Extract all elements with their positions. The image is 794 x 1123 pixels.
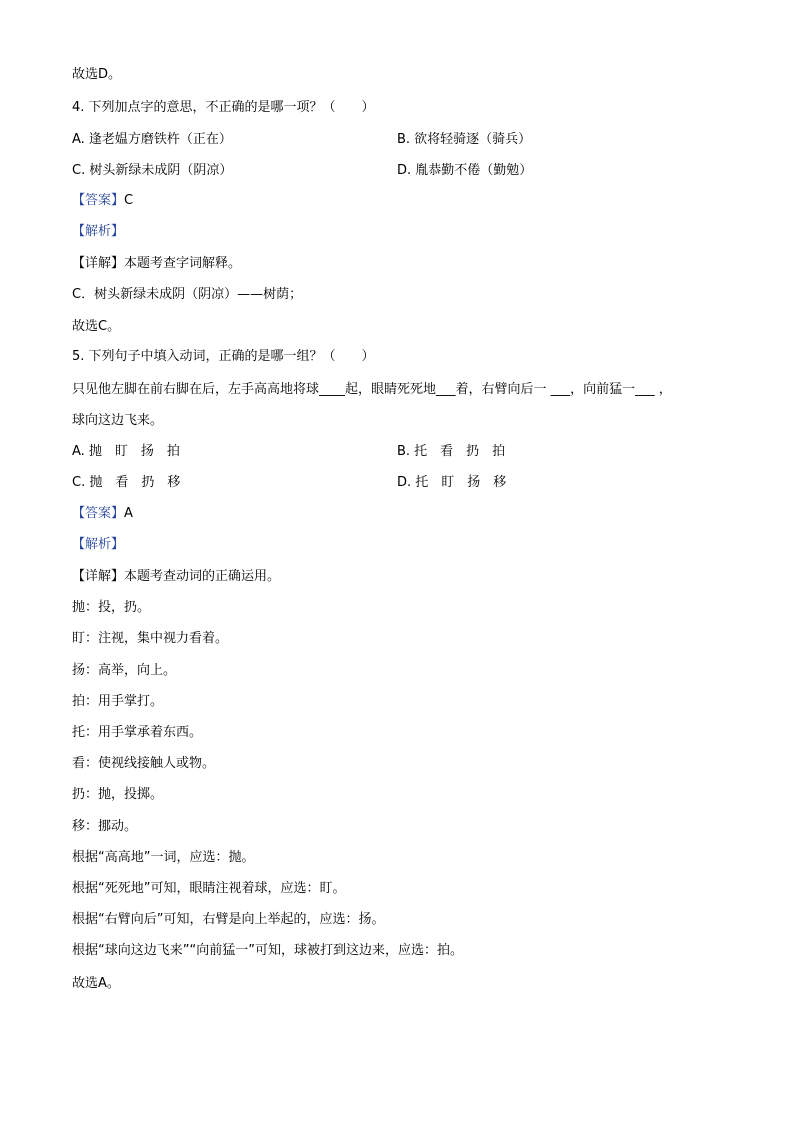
q4-answer-value: C: [124, 193, 134, 208]
q5-passage-line-1: 只见他左脚在前右脚在后，左手高高地将球____起，眼睛死死地___着，右臂向后一 ___，向前猛一___ ，: [72, 382, 672, 397]
q5-gloss-line: 扔：抛，投掷。: [72, 787, 164, 802]
q5-passage-line-2: 球向这边飞来。: [72, 413, 164, 428]
q4-stem: 4. 下列加点字的意思，不正确的是哪一项？（ ）: [72, 100, 375, 115]
q5-gloss-line: 拍：用手掌打。: [72, 694, 164, 709]
q5-analysis-tag: [72, 536, 124, 554]
q4-option-c: C. 树头新绿未成阴（阴凉）: [72, 163, 233, 178]
q5-gloss-line: 托：用手掌承着东西。: [72, 725, 203, 740]
q5-detail-tag: 【详解】: [72, 569, 125, 584]
q4-conclusion: 故选C。: [72, 319, 121, 334]
q5-answer: [72, 505, 133, 523]
q5-option-d: D. 托 盯 扬 移: [397, 475, 507, 490]
q4-detail-tag: 【详解】: [72, 256, 125, 271]
q5-gloss-line: 盯：注视，集中视力看着。: [72, 631, 229, 646]
q5-option-a: A. 抛 盯 扬 拍: [72, 444, 180, 459]
prev-conclusion: 故选D。: [72, 67, 122, 82]
q5-reason-line: 根据“右臂向后”可知，右臂是向上举起的，应选：扬。: [72, 912, 385, 927]
q5-conclusion: 故选A。: [72, 976, 120, 991]
q5-option-c: C. 抛 看 扔 移: [72, 475, 181, 490]
q4-option-b: B. 欲将轻骑逐（骑兵）: [397, 132, 532, 147]
q4-detail-text: 本题考查字词解释。: [124, 256, 242, 271]
q5-reason-line: 根据“高高地”一词，应选：抛。: [72, 850, 255, 865]
q4-option-a: A. 逢老媪方磨铁杵（正在）: [72, 132, 232, 147]
q5-answer-tag: 【答案】: [72, 506, 125, 521]
q5-reason-line: 根据“球向这边飞来”“向前猛一”可知，球被打到这边来，应选：拍。: [72, 943, 463, 958]
q4-analysis-label: 【解析】: [72, 224, 125, 239]
q5-stem: 5. 下列句子中填入动词，正确的是哪一组？（ ）: [72, 349, 375, 364]
q5-answer-value: A: [124, 506, 133, 521]
q5-detail-text: 本题考查动词的正确运用。: [124, 569, 281, 584]
q5-gloss-line: 移：挪动。: [72, 819, 138, 834]
q4-explanation-line: C．树头新绿未成阴（阴凉）——树荫；: [72, 287, 303, 302]
q5-gloss-line: 抛：投，扔。: [72, 600, 151, 615]
q5-reason-line: 根据“死死地”可知，眼睛注视着球，应选：盯。: [72, 881, 346, 896]
q5-analysis-label: 【解析】: [72, 537, 125, 552]
q4-answer-tag: 【答案】: [72, 193, 125, 208]
q4-option-d: D. 胤恭勤不倦（勤勉）: [397, 163, 533, 178]
q4-detail: [72, 255, 241, 273]
q5-option-b: B. 托 看 扔 拍: [397, 444, 506, 459]
q4-answer: [72, 192, 133, 210]
q4-analysis-tag: [72, 223, 124, 241]
q5-gloss-line: 看：使视线接触人或物。: [72, 756, 216, 771]
q5-detail: [72, 568, 280, 586]
q5-gloss-line: 扬：高举，向上。: [72, 663, 177, 678]
